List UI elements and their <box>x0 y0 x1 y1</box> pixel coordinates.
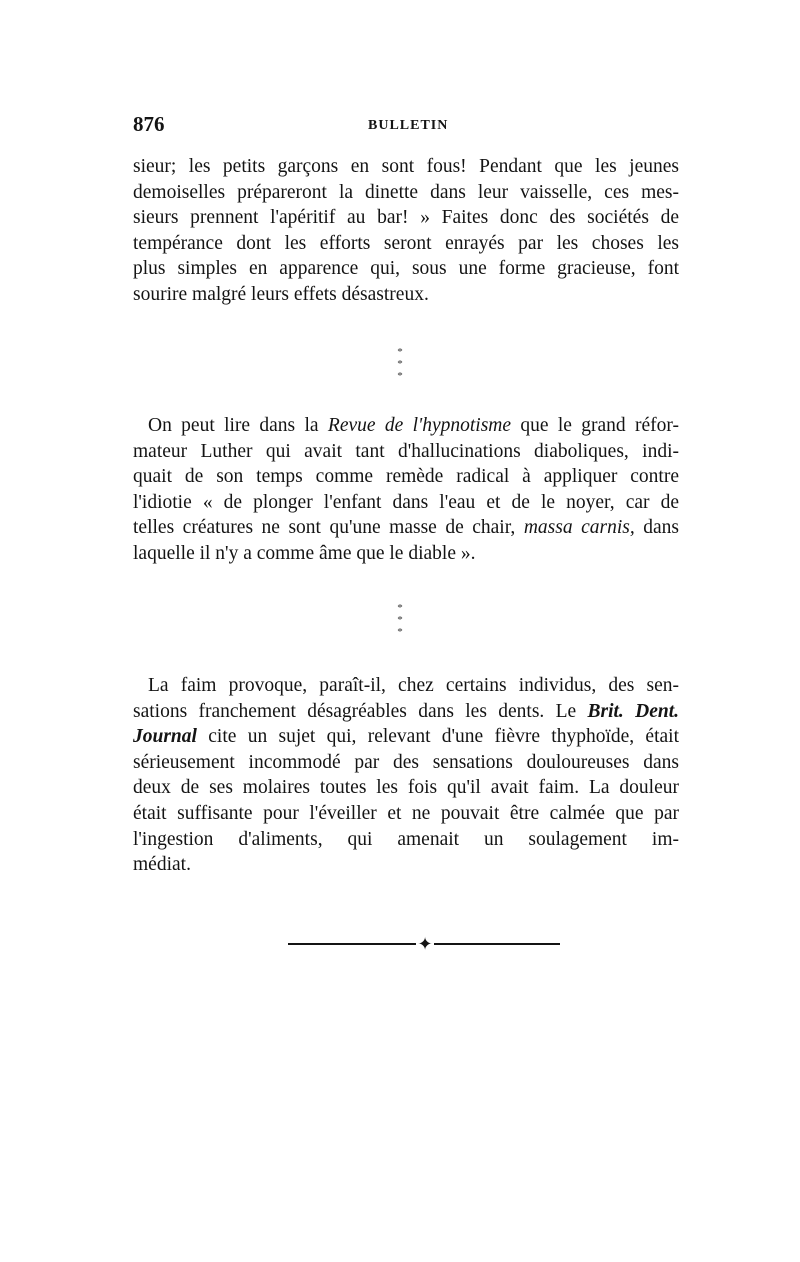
asterism-bottom-icon: * * <box>397 358 411 382</box>
text-line <box>133 699 679 725</box>
text-line: sérieusement incommodé par des sensations douloureuses dans <box>133 751 679 773</box>
text-line <box>133 724 679 750</box>
asterism-separator <box>380 602 420 642</box>
text-run: cite un sujet qui, relevant d'une fièvre thyphoïde, était <box>196 726 679 748</box>
asterism-top-icon: * <box>397 602 403 614</box>
text-line: laquelle il n'y a comme âme que le diable ». <box>133 542 476 564</box>
text-line: l'ingestion d'aliments, qui amenait un soulagement im- <box>133 828 679 850</box>
diamond-ornament-icon: ✦ <box>417 934 433 954</box>
text-run: On peut lire dans la <box>148 415 328 436</box>
text-run: telles créatures ne sont qu'une masse de chair, <box>133 517 524 539</box>
text-run: sations franchement désagréables dans les dents. Le <box>133 700 588 722</box>
page-number: 876 <box>133 112 165 136</box>
text-line: sourire malgré leurs effets désastreux. <box>133 283 429 305</box>
running-head: BULLETIN <box>368 118 449 133</box>
paragraph-temperance <box>133 154 679 308</box>
text-line: La faim provoque, paraît-il, chez certains individus, des sen- <box>148 675 679 696</box>
journal-title: Brit. Dent. <box>587 700 680 722</box>
text-line <box>133 515 679 541</box>
text-line: quait de son temps comme remède radical à appliquer contre <box>133 466 679 488</box>
text-line: mateur Luther qui avait tant d'hallucinations diaboliques, indi- <box>133 440 679 462</box>
asterism-bottom-icon: * * <box>397 614 411 638</box>
text-line: sieur; les petits garçons en sont fous! Pendant que les jeunes <box>133 156 679 177</box>
text-line: médiat. <box>133 854 191 876</box>
asterism-top-icon: * <box>397 346 403 358</box>
text-line: tempérance dont les efforts seront enrayés par les choses les <box>133 232 679 254</box>
journal-title: Revue de l'hypnotisme <box>327 415 512 436</box>
text-line: était suffisante pour l'éveiller et ne pouvait être calmée que par <box>133 802 679 824</box>
text-line: sieurs prennent l'apéritif au bar! » Faites donc des sociétés de <box>133 207 679 229</box>
text-line: demoiselles prépareront la dinette dans leur vaisselle, ces mes- <box>133 181 679 203</box>
journal-title: Journal <box>133 726 197 748</box>
asterism-separator <box>380 346 420 386</box>
paragraph-luther <box>133 413 679 567</box>
text-run: que le grand réfor- <box>511 415 679 436</box>
text-run: dans <box>634 517 679 539</box>
text-line: l'idiotie « de plonger l'enfant dans l'eau et de le noyer, car de <box>133 491 679 513</box>
text-line: deux de ses molaires toutes les fois qu'il avait faim. La douleur <box>133 777 679 799</box>
text-line: plus simples en apparence qui, sous une forme gracieuse, font <box>133 258 679 280</box>
paragraph-hunger <box>133 673 679 878</box>
text-line <box>133 413 679 439</box>
page-header <box>133 112 679 142</box>
latin-phrase: massa carnis, <box>523 517 635 539</box>
